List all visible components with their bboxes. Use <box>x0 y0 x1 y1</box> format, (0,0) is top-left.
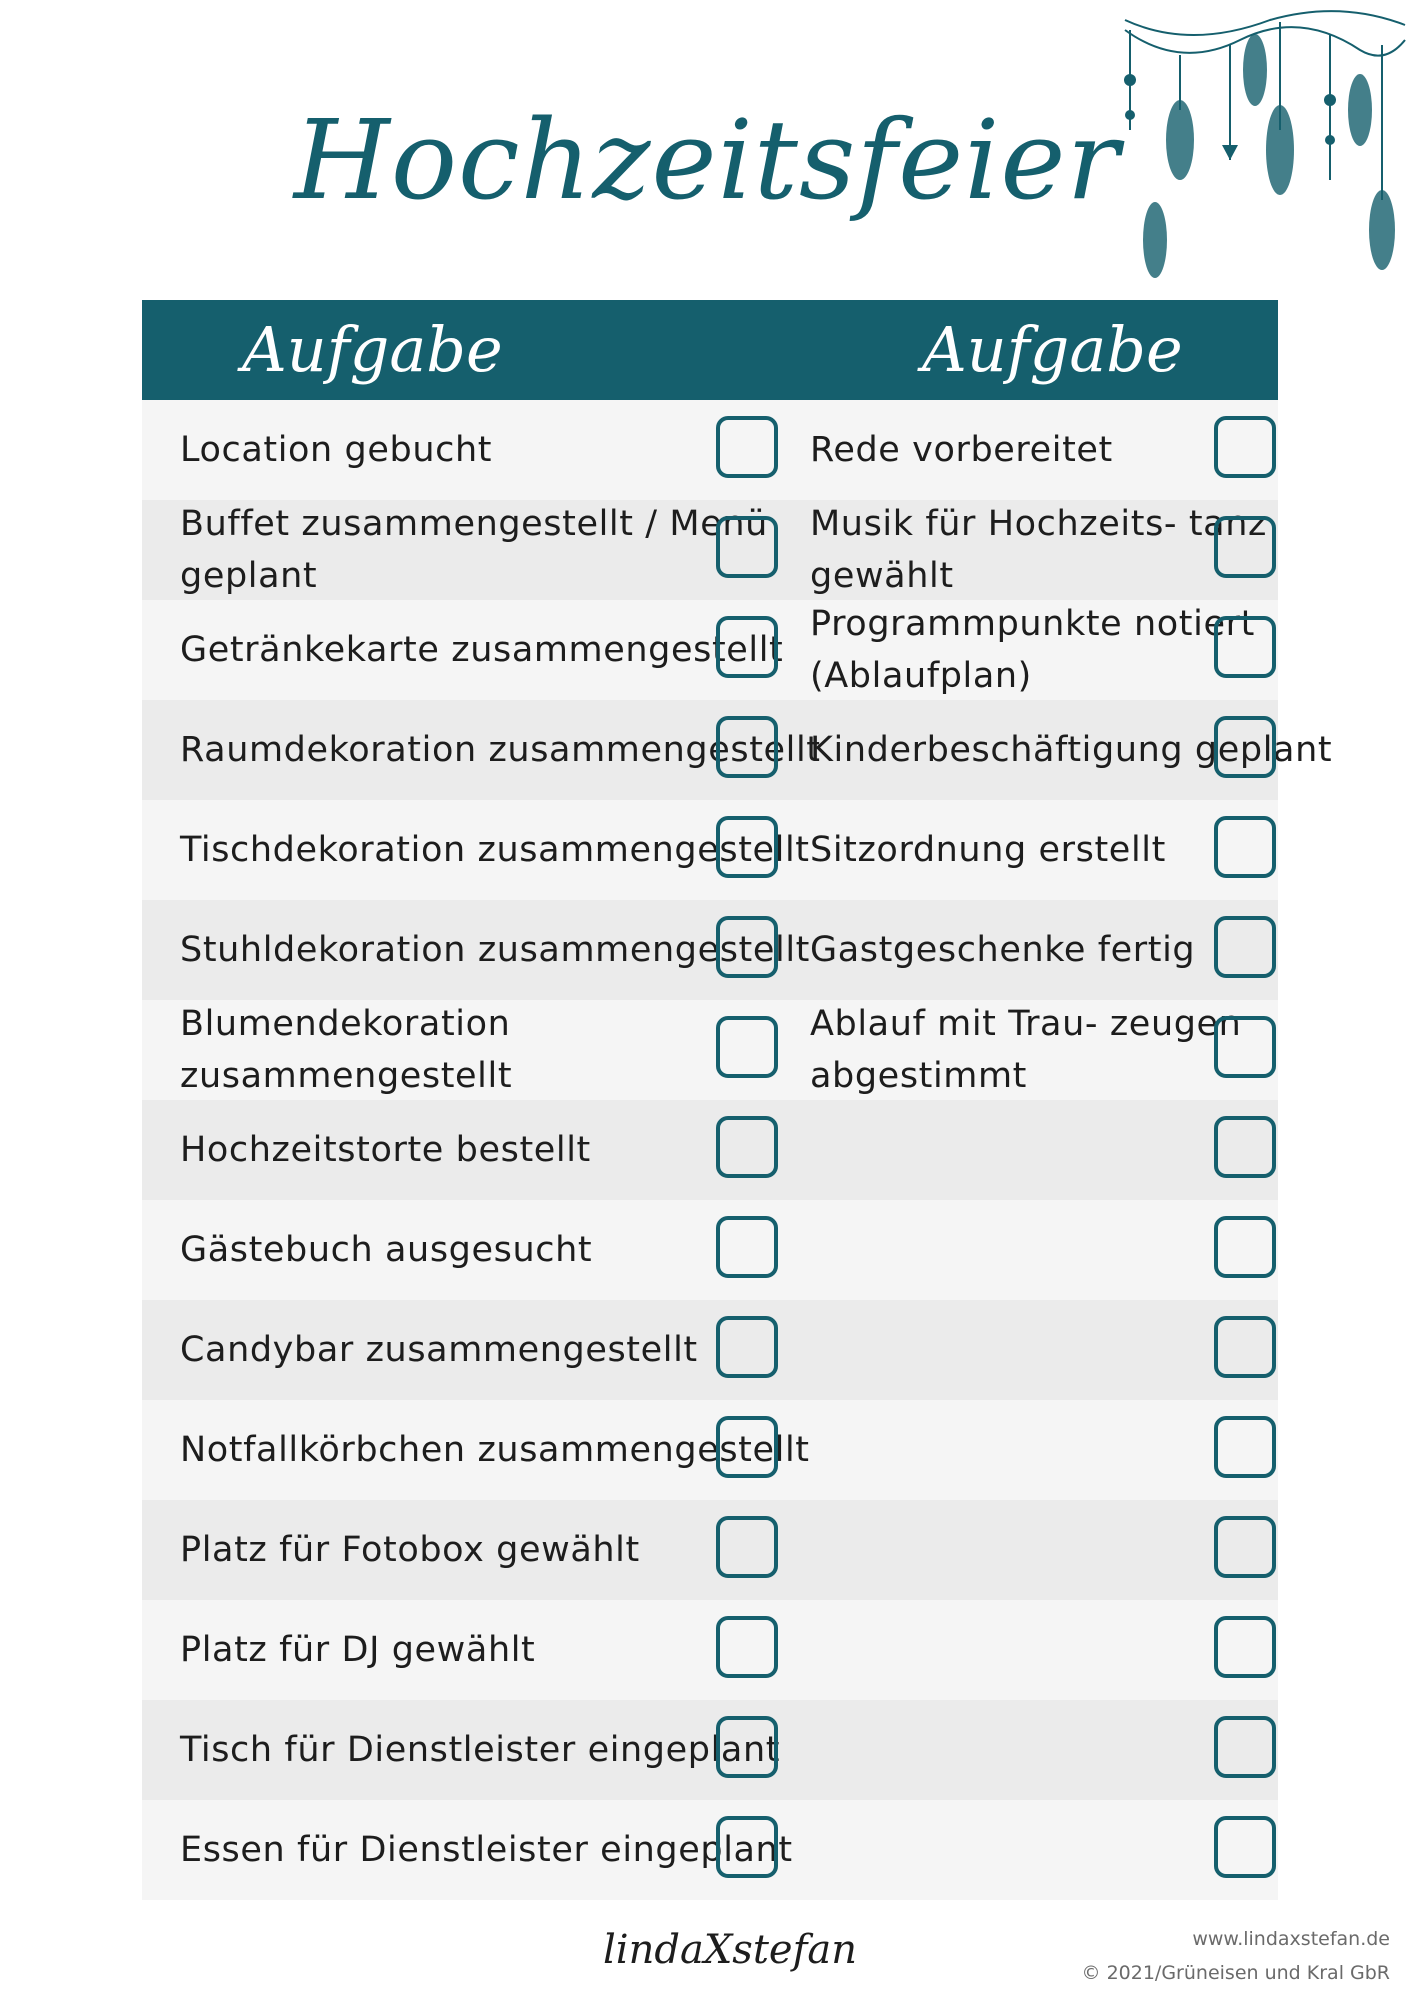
task-label-right: Programmpunkte notiert (Ablaufplan) <box>810 604 1255 696</box>
brand-logo: lindaXstefan <box>603 1927 857 1973</box>
task-label-right: Rede vorbereitet <box>810 430 1113 470</box>
table-header <box>142 300 1278 400</box>
checkbox-right[interactable] <box>1214 1116 1276 1178</box>
table-row <box>142 600 1278 700</box>
checkbox-left[interactable] <box>716 416 778 478</box>
table-row <box>142 1800 1278 1900</box>
checkbox-right[interactable] <box>1214 1716 1276 1778</box>
checkbox-right[interactable] <box>1214 1416 1276 1478</box>
table-row <box>142 1500 1278 1600</box>
table-row <box>142 1200 1278 1300</box>
table-row <box>142 1600 1278 1700</box>
checkbox-right[interactable] <box>1214 916 1276 978</box>
feather-garland-decoration <box>1120 0 1410 290</box>
task-label-left: Hochzeitstorte bestellt <box>180 1130 591 1170</box>
checkbox-right[interactable] <box>1214 1016 1276 1078</box>
checkbox-left[interactable] <box>716 816 778 878</box>
task-label-right: Ablauf mit Trau- zeugen abgestimmt <box>810 1004 1242 1096</box>
checkbox-right[interactable] <box>1214 816 1276 878</box>
checkbox-left[interactable] <box>716 1316 778 1378</box>
task-label-left: Location gebucht <box>180 430 493 470</box>
checkbox-left[interactable] <box>716 1116 778 1178</box>
task-label-left: Stuhldekoration zusammengestellt <box>180 930 810 970</box>
checkbox-right[interactable] <box>1214 1516 1276 1578</box>
task-label-left: Platz für Fotobox gewählt <box>180 1530 640 1570</box>
table-row <box>142 1000 1278 1100</box>
task-label-right: Gastgeschenke fertig <box>810 930 1196 970</box>
table-row <box>142 800 1278 900</box>
copyright-text: 2021/Grüneisen und Kral GbR <box>1106 1962 1390 1984</box>
checkbox-left[interactable] <box>716 616 778 678</box>
task-label-left: Essen für Dienstleister eingeplant <box>180 1830 793 1870</box>
checkbox-left[interactable] <box>716 1216 778 1278</box>
table-row <box>142 700 1333 800</box>
table-row <box>142 900 1278 1000</box>
checkbox-right[interactable] <box>1214 1216 1276 1278</box>
checkbox-left[interactable] <box>716 1516 778 1578</box>
checkbox-right[interactable] <box>1214 516 1276 578</box>
task-label-right: Kinderbeschäftigung geplant <box>810 730 1333 770</box>
checkbox-right[interactable] <box>1214 416 1276 478</box>
checkbox-left[interactable] <box>716 716 778 778</box>
copyright-icon: © <box>1081 1962 1107 1984</box>
task-label-left: Notfallkörbchen zusammengestellt <box>180 1430 810 1470</box>
task-label-left: Platz für DJ gewählt <box>180 1630 536 1670</box>
checkbox-left[interactable] <box>716 1816 778 1878</box>
checkbox-right[interactable] <box>1214 1816 1276 1878</box>
copyright-notice <box>1082 1962 1390 1984</box>
checklist-table <box>142 400 1333 1900</box>
checkbox-left[interactable] <box>716 916 778 978</box>
task-label-left: Tisch für Dienstleister eingeplant <box>180 1730 781 1770</box>
task-label-right: Sitzordnung erstellt <box>810 830 1166 870</box>
task-label-left: Gästebuch ausgesucht <box>180 1230 593 1270</box>
checkbox-left[interactable] <box>716 1616 778 1678</box>
table-row <box>142 1100 1278 1200</box>
table-row <box>142 1300 1278 1400</box>
column-header-left: Aufgabe <box>242 313 503 386</box>
table-row <box>142 400 1278 500</box>
checkbox-right[interactable] <box>1214 616 1276 678</box>
checkbox-right[interactable] <box>1214 716 1276 778</box>
checkbox-right[interactable] <box>1214 1316 1276 1378</box>
task-label-left: Blumendekoration zusammengestellt <box>180 1004 513 1096</box>
task-label-left: Candybar zusammengestellt <box>180 1330 698 1370</box>
task-label-right: Musik für Hochzeits- tanz gewählt <box>810 504 1267 596</box>
page-title: Hochzeitsfeier <box>293 96 1121 224</box>
checkbox-left[interactable] <box>716 1716 778 1778</box>
table-row <box>142 1700 1278 1800</box>
task-label-left: Tischdekoration zusammengestellt <box>180 830 810 870</box>
checkbox-left[interactable] <box>716 516 778 578</box>
table-row <box>142 500 1278 600</box>
checkbox-right[interactable] <box>1214 1616 1276 1678</box>
website-url: www.lindaxstefan.de <box>1192 1928 1390 1950</box>
checkbox-left[interactable] <box>716 1416 778 1478</box>
column-header-right: Aufgabe <box>922 313 1183 386</box>
task-label-left: Buffet zusammengestellt / Menü geplant <box>180 504 768 596</box>
task-label-left: Raumdekoration zusammengestellt <box>180 730 821 770</box>
checkbox-left[interactable] <box>716 1016 778 1078</box>
table-row <box>142 1400 1278 1500</box>
task-label-left: Getränkekarte zusammengestellt <box>180 630 784 670</box>
